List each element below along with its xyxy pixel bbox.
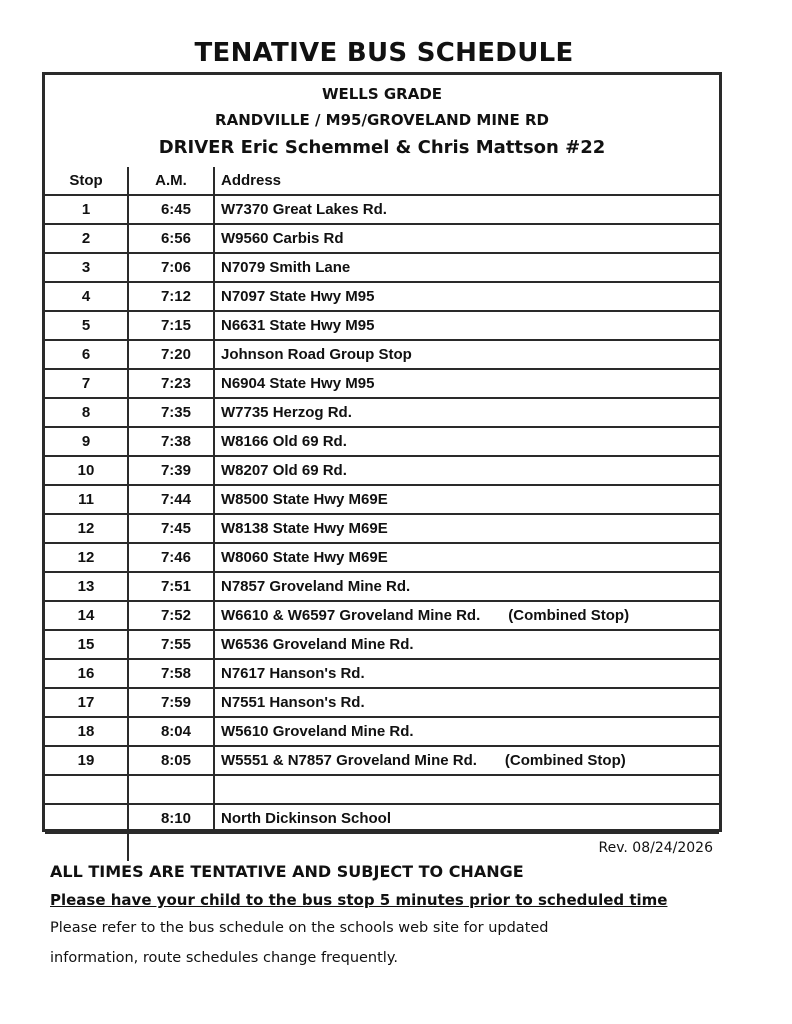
stop-address-cell <box>214 369 719 398</box>
stop-number: 12 <box>45 543 128 572</box>
stop-address: W5610 Groveland Mine Rd. <box>221 723 414 740</box>
route-heading: RANDVILLE / M95/GROVELAND MINE RD <box>215 111 549 129</box>
table-row <box>45 659 719 688</box>
pickup-time: 7:20 <box>128 340 214 369</box>
pickup-time: 7:44 <box>128 485 214 514</box>
stop-number <box>45 775 128 804</box>
table-row <box>45 340 719 369</box>
pickup-time: 8:10 <box>128 804 214 833</box>
stop-address: W5551 & N7857 Groveland Mine Rd. <box>221 752 477 769</box>
stop-number: 3 <box>45 253 128 282</box>
stop-address-cell <box>214 543 719 572</box>
page-title: TENATIVE BUS SCHEDULE <box>194 38 574 68</box>
stop-address-cell <box>214 775 719 804</box>
grade-heading: WELLS GRADE <box>321 85 443 103</box>
table-row <box>45 485 719 514</box>
stop-address: N6904 State Hwy M95 <box>221 375 375 392</box>
stop-column-header: Stop <box>45 167 128 195</box>
revision-date: Rev. 08/24/2026 <box>128 833 719 861</box>
table-row <box>45 398 719 427</box>
table-row <box>45 195 719 224</box>
stop-address-cell <box>214 340 719 369</box>
stop-address-cell <box>214 485 719 514</box>
stop-address-cell <box>214 282 719 311</box>
stop-address: W7735 Herzog Rd. <box>221 404 352 421</box>
stop-number: 18 <box>45 717 128 746</box>
stop-address-cell <box>214 224 719 253</box>
stop-address-cell <box>214 427 719 456</box>
stop-address: N6631 State Hwy M95 <box>221 317 375 334</box>
table-row <box>45 456 719 485</box>
stop-number: 6 <box>45 340 128 369</box>
pickup-time: 7:58 <box>128 659 214 688</box>
pickup-time: 7:59 <box>128 688 214 717</box>
pickup-time: 7:23 <box>128 369 214 398</box>
revision-blank-cell <box>45 833 128 861</box>
address-column-header: Address <box>214 167 719 195</box>
times-tentative-notice: ALL TIMES ARE TENTATIVE AND SUBJECT TO CHANGE <box>50 862 524 881</box>
pickup-time: 7:51 <box>128 572 214 601</box>
stop-number: 13 <box>45 572 128 601</box>
stop-address-cell <box>214 398 719 427</box>
table-row <box>45 282 719 311</box>
stop-number: 1 <box>45 195 128 224</box>
pickup-time: 7:45 <box>128 514 214 543</box>
stop-number: 12 <box>45 514 128 543</box>
stop-address-cell <box>214 804 719 833</box>
table-header-row <box>45 167 719 195</box>
stop-number: 8 <box>45 398 128 427</box>
table-row <box>45 688 719 717</box>
stop-number: 9 <box>45 427 128 456</box>
schedule-sheet <box>42 72 722 856</box>
stop-address-cell <box>214 311 719 340</box>
combined-stop-note: (Combined Stop) <box>504 752 626 769</box>
stop-number: 17 <box>45 688 128 717</box>
stop-address: W9560 Carbis Rd <box>221 230 344 247</box>
stop-address: North Dickinson School <box>221 810 392 827</box>
stop-address-cell <box>214 659 719 688</box>
stop-number: 7 <box>45 369 128 398</box>
table-row <box>45 427 719 456</box>
table-row <box>45 775 719 804</box>
pickup-time: 7:39 <box>128 456 214 485</box>
pickup-time: 7:06 <box>128 253 214 282</box>
website-note-line1: Please refer to the bus schedule on the schools web site for updated <box>50 920 549 936</box>
pickup-time: 7:35 <box>128 398 214 427</box>
stop-address: N7617 Hanson's Rd. <box>221 665 365 682</box>
stop-address: W8500 State Hwy M69E <box>221 491 388 508</box>
stop-address-cell <box>214 746 719 775</box>
stop-number: 19 <box>45 746 128 775</box>
stop-address: N7079 Smith Lane <box>221 259 351 276</box>
table-row <box>45 717 719 746</box>
stop-number <box>45 804 128 833</box>
table-row <box>45 572 719 601</box>
stop-address: W8138 State Hwy M69E <box>221 520 388 537</box>
stop-address-cell <box>214 688 719 717</box>
table-row <box>45 514 719 543</box>
pickup-time: 8:05 <box>128 746 214 775</box>
arrival-instruction: Please have your child to the bus stop 5 minutes prior to scheduled time <box>50 891 668 909</box>
pickup-time: 7:15 <box>128 311 214 340</box>
stop-address-cell <box>214 630 719 659</box>
table-row <box>45 224 719 253</box>
stop-number: 14 <box>45 601 128 630</box>
stop-address-cell <box>214 601 719 630</box>
table-row <box>45 369 719 398</box>
stop-address: W6610 & W6597 Groveland Mine Rd. <box>221 607 481 624</box>
table-row <box>45 630 719 659</box>
pickup-time: 8:04 <box>128 717 214 746</box>
table-row <box>45 601 719 630</box>
pickup-time: 6:56 <box>128 224 214 253</box>
table-row <box>45 543 719 572</box>
stop-address-cell <box>214 514 719 543</box>
stop-address-cell <box>214 572 719 601</box>
stop-number: 10 <box>45 456 128 485</box>
stop-address-cell <box>214 456 719 485</box>
pickup-time <box>128 775 214 804</box>
stop-number: 5 <box>45 311 128 340</box>
combined-stop-note: (Combined Stop) <box>508 607 630 624</box>
pickup-time: 6:45 <box>128 195 214 224</box>
table-row <box>45 746 719 775</box>
schedule-rows <box>45 195 719 861</box>
driver-heading: DRIVER Eric Schemmel & Chris Mattson #22 <box>158 137 606 158</box>
stop-address: W8060 State Hwy M69E <box>221 549 388 566</box>
stop-number: 15 <box>45 630 128 659</box>
stop-address: N7857 Groveland Mine Rd. <box>221 578 411 595</box>
pickup-time: 7:46 <box>128 543 214 572</box>
stop-number: 2 <box>45 224 128 253</box>
stop-number: 4 <box>45 282 128 311</box>
stop-address: N7551 Hanson's Rd. <box>221 694 365 711</box>
website-note-line2: information, route schedules change frequently. <box>50 950 398 966</box>
stop-address: W8207 Old 69 Rd. <box>221 462 347 479</box>
pickup-time: 7:52 <box>128 601 214 630</box>
pickup-time: 7:55 <box>128 630 214 659</box>
stop-address: W6536 Groveland Mine Rd. <box>221 636 414 653</box>
stop-address-cell <box>214 253 719 282</box>
stop-address: N7097 State Hwy M95 <box>221 288 375 305</box>
stop-address-cell <box>214 195 719 224</box>
schedule-table <box>45 167 719 861</box>
table-row <box>45 804 719 833</box>
table-row <box>45 311 719 340</box>
stop-address: W8166 Old 69 Rd. <box>221 433 347 450</box>
stop-number: 11 <box>45 485 128 514</box>
stop-address: Johnson Road Group Stop <box>221 346 412 363</box>
stop-address-cell <box>214 717 719 746</box>
revision-row <box>45 833 719 861</box>
pickup-time: 7:12 <box>128 282 214 311</box>
am-column-header: A.M. <box>128 167 214 195</box>
table-row <box>45 253 719 282</box>
pickup-time: 7:38 <box>128 427 214 456</box>
stop-address: W7370 Great Lakes Rd. <box>221 201 387 218</box>
stop-number: 16 <box>45 659 128 688</box>
